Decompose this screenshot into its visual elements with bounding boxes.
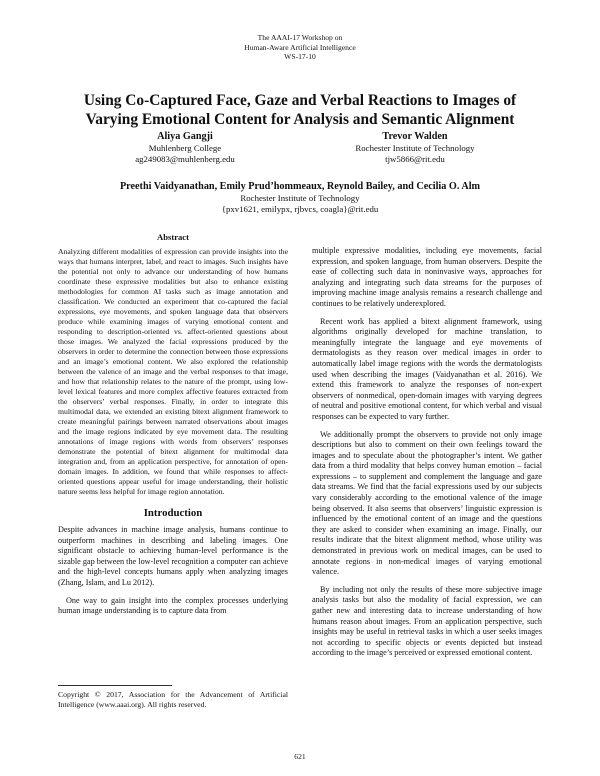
body-paragraph: One way to gain insight into the complex processes underlying human image understanding is to capture data from [58,595,288,616]
body-paragraph: Recent work has applied a bitext alignment framework, using algorithms originally developed for machine translation, to meaningfully integrate the language and eye movements of dermatologists as they reason over medical images in order to automatically label image regions with the words the dermatologists used when describing the images (Vaidyanathan et al. 2016). We extend this framework to analyze the responses of non-expert observers of nonmedical, open-domain images with varying degrees of neutral and positive emotional content, for which verbal and visual responses can be expected to vary further. [312,316,542,421]
copyright-notice: Copyright © 2017, Association for the Advancement of Artificial Intelligence (www.aaai.org). All rights reserved. [58,690,288,709]
abstract-text: Analyzing different modalities of expression can provide insights into the ways that humans interpret, label, and react to images. Such insights have the potential not only to advance our understanding of how humans coordinate these expressive modalities but also to enhance existing methodologies for common AI tasks such as image annotation and classification. We conducted an experiment that co-captured the facial expressions, eye movements, and spoken language data that observers produce while examining images of varying emotional content and responding to description-oriented vs. affect-oriented questions about those images. We analyzed the facial expressions produced by the observers in order to determine the connection between those expressions and an image’s emotional content. We also explored the relationship between the valence of an image and the verbal responses to that image, and how that relationship relates to the nature of the prompt, using low-level lexical features and more complex affective features extracted from the observers’ verbal responses. Finally, in order to integrate this multimodal data, we extended an existing bitext alignment framework to create meaningful pairings between narrated observations about images and the image regions indicated by eye movement data. The resulting annotations of image regions with words from observers’ responses demonstrate the potential of bitext alignment for multimodal data integration and, from an application perspective, for annotation of open-domain images. In addition, we found that while responses to affect-oriented questions appear useful for image understanding, their holistic nature seems less helpful for image region annotation. [58,247,288,496]
author-block-1 [110,130,260,165]
page-number: 621 [294,752,306,761]
author-email: tjw5866@rit.edu [385,154,445,164]
body-paragraph: By including not only the results of these more subjective image analysis tasks but also the modality of facial expression, we can gather new and interesting data to increase understanding of how humans reason about images. From an application perspective, such insights may be useful in retrieval tasks in which a user seeks images not according to specific objects or events depicted but instead according to the image’s perceived or expressed emotional content. [312,584,542,658]
paper-title [40,91,560,129]
footnote-rule [58,685,172,686]
author-affiliation: Muhlenberg College [148,143,222,153]
header-line-2: Human-Aware Artificial Intelligence [244,42,356,52]
header-line-3: WS-17-10 [284,52,316,62]
introduction-heading: Introduction [143,507,203,519]
body-paragraph: Despite advances in machine image analysis, humans continue to outperform machines in describing and labeling images. One significant obstacle to achieving human-level performance is the sizable gap between the low-level recognition a computer can achieve and the high-level concepts humans apply when analyzing images (Zhang, Islam, and Lu 2012). [58,525,288,587]
author-block-2 [330,130,500,165]
right-column [312,246,542,659]
author-email: {pxv1621, emilypx, rjbvcs, coagla}@rit.edu [221,204,379,214]
author-email: ag249083@muhlenberg.edu [135,154,235,164]
body-paragraph: We additionally prompt the observers to provide not only image descriptions but also to comment on their own feelings toward the images and to speculate about the photographer’s intent. We gather data from a third modality that helps convey human emotion – facial expressions – to supplement and complement the language and gaze data streams. We find that the facial expressions used by our subjects vary considerably according to the emotional valence of the image being observed. It also seems that observers’ linguistic expression is influenced by the emotional content of an image and the questions they are asked to consider when examining an image. Finally, our results indicate that the bitext alignment method, whose utility was demonstrated in previous work on medical images, can be used to annotate regions in non-medical images of varying emotional valence. [312,429,542,577]
body-paragraph: multiple expressive modalities, including eye movements, facial expression, and spoken language, from human observers. Despite the ease of collecting such data in noninvasive ways, approaches for analyzing and integrating such data streams for the purposes of improving machine image analysis remains a research challenge and continues to be relatively underexplored. [312,246,542,308]
author-name: Aliya Gangji [157,131,213,142]
left-column [58,232,288,617]
author-affiliation: Rochester Institute of Technology [355,143,475,153]
author-names: Preethi Vaidyanathan, Emily Prud’hommeaux, Reynold Bailey, and Cecilia O. Alm [119,181,481,192]
title-line-2: Varying Emotional Content for Analysis and Semantic Alignment [85,111,515,128]
author-name: Trevor Walden [382,131,448,142]
workshop-header [0,33,600,62]
author-block-group [40,180,560,215]
abstract-heading: Abstract [157,232,189,242]
title-line-1: Using Co-Captured Face, Gaze and Verbal Reactions to Images of [83,92,517,109]
author-affiliation: Rochester Institute of Technology [240,193,360,203]
header-line-1: The AAAI-17 Workshop on [257,33,343,42]
